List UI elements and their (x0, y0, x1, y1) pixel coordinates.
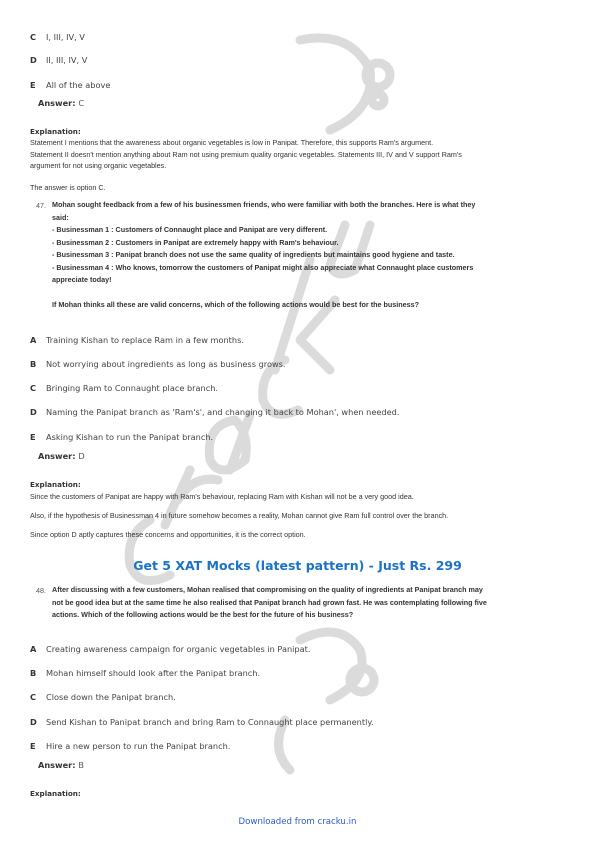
explanation-line: Also, if the hypothesis of Businessman 4 in future somehow becomes a reality, Mohan cannot give Ram full control over the branch. (30, 511, 449, 520)
question-line: - Businessman 2 : Customers in Panipat are extremely happy with Ram's behaviour. (52, 237, 339, 247)
option-text: Training Kishan to replace Ram in a few months. (46, 335, 244, 345)
answer-value: B (78, 760, 84, 770)
explanation-title: Explanation: (30, 480, 81, 489)
explanation-line: Since option D aptly captures these concerns and opportunities, it is the correct option. (30, 530, 306, 539)
option-c[interactable] (30, 32, 85, 42)
answer-value: C (78, 98, 85, 108)
answer-line (38, 760, 84, 770)
option-text: II, III, IV, V (46, 55, 88, 65)
option-text: Hire a new person to run the Panipat branch. (46, 741, 231, 751)
question-47-text (52, 199, 577, 287)
option-text: Close down the Panipat branch. (46, 692, 176, 702)
option-letter: E (30, 741, 36, 751)
option-letter: C (30, 692, 37, 702)
answer-label: Answer: (38, 98, 76, 108)
option-d[interactable] (30, 717, 374, 727)
promo-link[interactable]: Get 5 XAT Mocks (latest pattern) - Just Rs. 299 (133, 558, 462, 573)
explanation-title: Explanation: (30, 789, 81, 798)
option-letter: E (30, 432, 36, 442)
option-text: Bringing Ram to Connaught place branch. (46, 383, 219, 393)
explanation-title: Explanation: (30, 127, 81, 136)
question-line: said: (52, 212, 69, 222)
option-a[interactable] (30, 644, 310, 654)
question-line: After discussing with a few customers, Mohan realised that compromising on the quality of ingredients at Panipat branch may (52, 585, 483, 594)
option-text: I, III, IV, V (46, 32, 85, 42)
option-c[interactable] (30, 383, 218, 393)
question-line: not be good idea but at the same time he also realised that Panipat branch had grown fast. He was contemplating following five (52, 597, 487, 607)
option-d[interactable] (30, 407, 399, 417)
option-text: Asking Kishan to run the Panipat branch. (46, 432, 214, 442)
option-text: All of the above (46, 80, 111, 90)
option-letter: D (30, 407, 37, 417)
question-line: actions. Which of the following actions would be the best for the future of his business? (52, 610, 354, 619)
option-letter: C (30, 32, 37, 42)
question-prompt: If Mohan thinks all these are valid concerns, which of the following actions would be best for the business? (52, 300, 420, 309)
option-letter: B (30, 668, 37, 678)
answer-label: Answer: (38, 760, 76, 770)
option-a[interactable] (30, 335, 244, 345)
option-text: Send Kishan to Panipat branch and bring Ram to Connaught place permanently. (46, 717, 374, 727)
question-number: 48. (36, 586, 46, 595)
question-line: - Businessman 3 : Panipat branch does not use the same quality of ingredients but maintains good hygiene and taste. (52, 250, 455, 259)
option-letter: D (30, 55, 37, 65)
option-letter: B (30, 359, 37, 369)
question-number: 47. (36, 201, 46, 210)
option-letter: E (30, 80, 36, 90)
option-text: Not worrying about ingredients as long as business grows. (46, 359, 286, 369)
answer-label: Answer: (38, 451, 76, 461)
explanation-conclusion: The answer is option C. (30, 183, 106, 192)
explanation-line: Statement I mentions that the awareness about organic vegetables is low in Panipat. Therefore, this supports Ram's argument. (30, 138, 434, 147)
explanation-line: argument for not using organic vegetables. (30, 161, 167, 170)
explanation-text (30, 137, 575, 172)
question-line: - Businessman 1 : Customers of Connaught place and Panipat are very different. (52, 225, 328, 234)
option-d[interactable] (30, 55, 87, 65)
answer-line (38, 98, 84, 108)
option-e[interactable] (30, 741, 230, 751)
explanation-line: Since the customers of Panipat are happy with Ram's behaviour, replacing Ram with Kishan will not be a very good idea. (30, 492, 414, 501)
option-text: Creating awareness campaign for organic vegetables in Panipat. (46, 644, 311, 654)
option-text: Mohan himself should look after the Panipat branch. (46, 668, 261, 678)
option-letter: C (30, 383, 37, 393)
option-b[interactable] (30, 359, 286, 369)
answer-line (38, 451, 85, 461)
answer-value: D (78, 451, 85, 461)
option-letter: A (30, 335, 37, 345)
question-line: - Businessman 4 : Who knows, tomorrow the customers of Panipat might also appreciate what Connaught place customers (52, 262, 474, 272)
option-b[interactable] (30, 668, 260, 678)
explanation-line: Statement II doesn't mention anything about Ram not using premium quality organic vegetables. Statements III, IV and V support Ram's (30, 149, 462, 159)
option-e[interactable] (30, 80, 110, 90)
option-letter: D (30, 717, 37, 727)
option-c[interactable] (30, 692, 176, 702)
question-48-text (52, 584, 582, 622)
option-text: Naming the Panipat branch as 'Ram's', and changing it back to Mohan', when needed. (46, 407, 400, 417)
question-line: appreciate today! (52, 275, 112, 284)
question-line: Mohan sought feedback from a few of his businessmen friends, who were familiar with both the branches. Here is what they (52, 200, 476, 209)
option-e[interactable] (30, 432, 213, 442)
footer-link[interactable]: Downloaded from cracku.in (238, 817, 357, 827)
option-letter: A (30, 644, 37, 654)
